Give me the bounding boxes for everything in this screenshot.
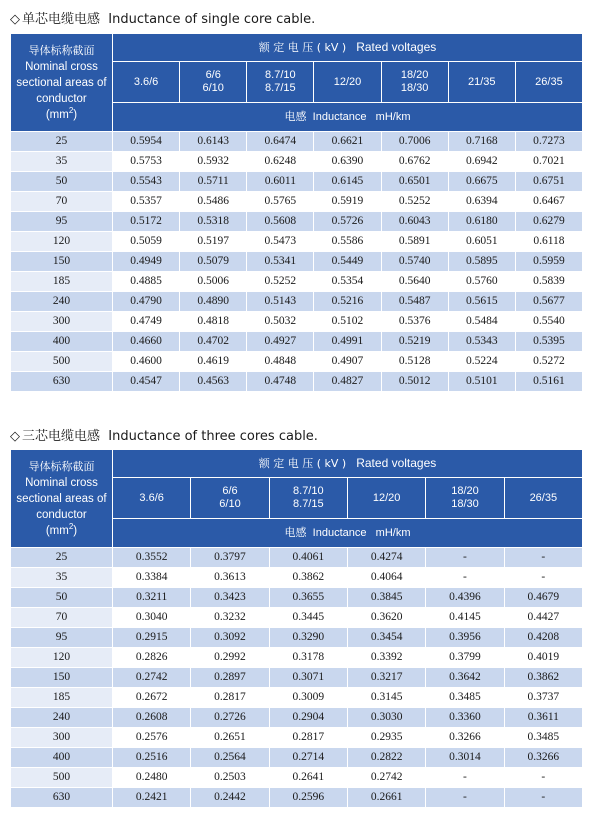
conductor-size-cell: 95 — [11, 628, 113, 648]
inductance-cell: 0.5615 — [448, 292, 515, 312]
inductance-cell: 0.6390 — [314, 152, 381, 172]
inductance-cell: - — [504, 788, 582, 808]
inductance-cell: 0.4145 — [426, 608, 504, 628]
inductance-cell: 0.5891 — [381, 232, 448, 252]
conductor-size-cell: 150 — [11, 252, 113, 272]
inductance-cell: 0.2726 — [191, 708, 269, 728]
inductance-cell: 0.5959 — [515, 252, 582, 272]
inductance-cell: 0.3797 — [191, 548, 269, 568]
table-row — [11, 608, 583, 628]
voltage-label: 26/35 — [529, 491, 558, 504]
inductance-cell: 0.2714 — [269, 748, 347, 768]
row-header-cn: 导体标称截面 — [28, 459, 95, 473]
inductance-cell: 0.6467 — [515, 192, 582, 212]
table-header — [11, 34, 583, 132]
inductance-cell: 0.4885 — [113, 272, 180, 292]
inductance-cell: 0.2915 — [113, 628, 191, 648]
voltage-cell — [191, 478, 269, 519]
table-row — [11, 788, 583, 808]
inductance-cell: 0.5753 — [113, 152, 180, 172]
table-row — [11, 568, 583, 588]
inductance-cell: 0.7006 — [381, 132, 448, 152]
unit-superscript: 2 — [68, 521, 74, 531]
inductance-cell: 0.3392 — [347, 648, 425, 668]
conductor-size-cell: 185 — [11, 688, 113, 708]
inductance-cell: 0.6043 — [381, 212, 448, 232]
conductor-size-cell: 500 — [11, 768, 113, 788]
inductance-cell: 0.7021 — [515, 152, 582, 172]
inductance-cell: 0.5216 — [314, 292, 381, 312]
table-row — [11, 372, 583, 392]
inductance-en: Inductance — [312, 111, 367, 123]
inductance-cell: 0.4679 — [504, 588, 582, 608]
inductance-en: Inductance — [312, 527, 367, 539]
inductance-cell: 0.2897 — [191, 668, 269, 688]
inductance-cell: 0.3552 — [113, 548, 191, 568]
inductance-cell: 0.6248 — [247, 152, 314, 172]
inductance-cell: 0.4600 — [113, 352, 180, 372]
row-header-en-line: sectional areas of — [16, 76, 107, 89]
inductance-cell: 0.4949 — [113, 252, 180, 272]
row-header-unit: (mm — [45, 108, 69, 121]
inductance-cell: 0.5473 — [247, 232, 314, 252]
inductance-cell: 0.4064 — [347, 568, 425, 588]
conductor-size-cell: 35 — [11, 568, 113, 588]
inductance-cell: 0.2641 — [269, 768, 347, 788]
inductance-cell: 0.5586 — [314, 232, 381, 252]
voltage-label: 6/6 — [205, 69, 221, 81]
voltage-cell — [314, 62, 381, 103]
voltage-label: 26/35 — [535, 75, 563, 88]
row-header-unit-close: ) — [73, 524, 78, 537]
inductance-cell: 0.3217 — [347, 668, 425, 688]
inductance-cell: 0.5252 — [381, 192, 448, 212]
voltage-cell — [247, 62, 314, 103]
inductance-cell: 0.5540 — [515, 312, 582, 332]
inductance-cell: 0.5354 — [314, 272, 381, 292]
inductance-cell: 0.2576 — [113, 728, 191, 748]
conductor-size-cell: 70 — [11, 192, 113, 212]
header-row — [11, 34, 583, 62]
inductance-cell: - — [504, 548, 582, 568]
inductance-cell: 0.3211 — [113, 588, 191, 608]
rated-voltage-header — [113, 34, 583, 62]
inductance-cell: 0.6279 — [515, 212, 582, 232]
inductance-cell: 0.5449 — [314, 252, 381, 272]
voltage-label: 6/10 — [202, 82, 224, 94]
inductance-cell: 0.5954 — [113, 132, 180, 152]
conductor-size-cell: 25 — [11, 548, 113, 568]
inductance-cell: 0.2742 — [347, 768, 425, 788]
inductance-cell: - — [426, 548, 504, 568]
voltage-label: 8.7/10 — [265, 69, 296, 81]
conductor-size-cell: 185 — [11, 272, 113, 292]
inductance-cell: 0.2651 — [191, 728, 269, 748]
voltage-label: 8.7/10 — [293, 485, 324, 497]
table-row — [11, 628, 583, 648]
rated-voltage-cn: 额 定 电 压 ( kV ) — [258, 41, 347, 54]
row-header — [11, 450, 113, 548]
inductance-cell: 0.5395 — [515, 332, 582, 352]
inductance-cell: 0.2564 — [191, 748, 269, 768]
inductance-cn: 电感 — [284, 110, 307, 123]
inductance-cell: 0.5161 — [515, 372, 582, 392]
inductance-cell: 0.3145 — [347, 688, 425, 708]
inductance-cell: 0.2826 — [113, 648, 191, 668]
inductance-cell: 0.3613 — [191, 568, 269, 588]
inductance-cell: 0.7168 — [448, 132, 515, 152]
inductance-cell: 0.3799 — [426, 648, 504, 668]
inductance-cell: 0.5197 — [180, 232, 247, 252]
inductance-cell: 0.4818 — [180, 312, 247, 332]
row-header-en-line: Nominal cross — [25, 60, 98, 73]
inductance-cell: 0.3092 — [191, 628, 269, 648]
inductance-cell: 0.4019 — [504, 648, 582, 668]
inductance-cell: 0.3071 — [269, 668, 347, 688]
three-core-table — [10, 449, 583, 808]
rated-voltage-en: Rated voltages — [356, 456, 437, 470]
title-en: Inductance of single core cable. — [108, 12, 316, 27]
inductance-cell: 0.5219 — [381, 332, 448, 352]
inductance-cell: 0.3009 — [269, 688, 347, 708]
inductance-header — [113, 103, 583, 132]
inductance-cell: 0.3423 — [191, 588, 269, 608]
inductance-header — [113, 519, 583, 548]
inductance-cell: 0.4890 — [180, 292, 247, 312]
inductance-cell: 0.6762 — [381, 152, 448, 172]
inductance-cell: 0.3384 — [113, 568, 191, 588]
inductance-cell: 0.5486 — [180, 192, 247, 212]
inductance-cell: 0.4547 — [113, 372, 180, 392]
section-title-three — [10, 425, 318, 444]
conductor-size-cell: 120 — [11, 232, 113, 252]
conductor-size-cell: 35 — [11, 152, 113, 172]
inductance-cell: 0.4907 — [314, 352, 381, 372]
inductance-cell: 0.6118 — [515, 232, 582, 252]
inductance-cell: 0.5760 — [448, 272, 515, 292]
inductance-cell: 0.4827 — [314, 372, 381, 392]
inductance-cell: 0.4927 — [247, 332, 314, 352]
inductance-cell: 0.2596 — [269, 788, 347, 808]
inductance-cell: 0.2935 — [347, 728, 425, 748]
row-header-unit: (mm — [45, 524, 69, 537]
inductance-cell: 0.3737 — [504, 688, 582, 708]
voltage-cell — [113, 62, 180, 103]
conductor-size-cell: 50 — [11, 588, 113, 608]
inductance-cell: 0.3360 — [426, 708, 504, 728]
inductance-cell: 0.6501 — [381, 172, 448, 192]
voltage-cell — [381, 62, 448, 103]
inductance-cell: 0.5224 — [448, 352, 515, 372]
inductance-cell: 0.4848 — [247, 352, 314, 372]
inductance-cell: 0.2661 — [347, 788, 425, 808]
table-row — [11, 768, 583, 788]
inductance-cell: 0.6394 — [448, 192, 515, 212]
inductance-cell: 0.5102 — [314, 312, 381, 332]
conductor-size-cell: 70 — [11, 608, 113, 628]
inductance-cell: 0.6621 — [314, 132, 381, 152]
inductance-cell: 0.5376 — [381, 312, 448, 332]
inductance-cell: 0.5128 — [381, 352, 448, 372]
inductance-cell: 0.3266 — [504, 748, 582, 768]
voltage-label: 18/20 — [451, 485, 479, 497]
conductor-size-cell: 240 — [11, 708, 113, 728]
table-row — [11, 668, 583, 688]
table-body — [11, 132, 583, 392]
voltage-label: 12/20 — [372, 491, 401, 504]
table-row — [11, 332, 583, 352]
inductance-cell: 0.2480 — [113, 768, 191, 788]
inductance-cell: 0.5143 — [247, 292, 314, 312]
voltage-cell — [113, 478, 191, 519]
table-row — [11, 648, 583, 668]
conductor-size-cell: 630 — [11, 372, 113, 392]
inductance-cell: 0.5343 — [448, 332, 515, 352]
voltage-cell — [426, 478, 504, 519]
row-header-en-line: conductor — [36, 92, 87, 105]
inductance-cell: 0.2817 — [191, 688, 269, 708]
inductance-cell: 0.5252 — [247, 272, 314, 292]
voltage-label: 18/30 — [451, 498, 479, 510]
inductance-cell: 0.2822 — [347, 748, 425, 768]
inductance-cell: 0.5318 — [180, 212, 247, 232]
inductance-cell: 0.5172 — [113, 212, 180, 232]
table-row — [11, 728, 583, 748]
inductance-cell: 0.3862 — [504, 668, 582, 688]
inductance-cell: 0.3040 — [113, 608, 191, 628]
inductance-cell: 0.5608 — [247, 212, 314, 232]
table-row — [11, 748, 583, 768]
table-row — [11, 292, 583, 312]
table-row — [11, 548, 583, 568]
inductance-cell: 0.5543 — [113, 172, 180, 192]
voltage-label: 18/20 — [400, 69, 429, 81]
inductance-cell: - — [504, 768, 582, 788]
row-header-en-line: sectional areas of — [16, 492, 107, 505]
title-cn: 三芯电缆电感 — [22, 429, 101, 444]
row-header — [11, 34, 113, 132]
inductance-cell: 0.3266 — [426, 728, 504, 748]
inductance-cell: 0.5711 — [180, 172, 247, 192]
inductance-cell: 0.6145 — [314, 172, 381, 192]
table-row — [11, 688, 583, 708]
inductance-cell: 0.5839 — [515, 272, 582, 292]
conductor-size-cell: 95 — [11, 212, 113, 232]
conductor-size-cell: 240 — [11, 292, 113, 312]
voltage-label: 3.6/6 — [133, 75, 159, 88]
voltage-label: 12/20 — [333, 75, 362, 88]
inductance-cell: - — [426, 568, 504, 588]
inductance-cell: 0.3232 — [191, 608, 269, 628]
single-core-table — [10, 33, 583, 392]
table-row — [11, 708, 583, 728]
inductance-cell: 0.2516 — [113, 748, 191, 768]
rated-voltage-header — [113, 450, 583, 478]
table-row — [11, 152, 583, 172]
table-row — [11, 588, 583, 608]
inductance-cell: 0.6942 — [448, 152, 515, 172]
row-header-cn: 导体标称截面 — [28, 43, 95, 57]
conductor-size-cell: 500 — [11, 352, 113, 372]
inductance-cell: 0.5079 — [180, 252, 247, 272]
inductance-cell: 0.5059 — [113, 232, 180, 252]
voltage-cell — [515, 62, 582, 103]
header-row — [11, 450, 583, 478]
voltage-label: 8.7/15 — [265, 82, 296, 94]
inductance-cell: 0.3620 — [347, 608, 425, 628]
title-cn: 单芯电缆电感 — [22, 12, 101, 27]
voltage-cell — [347, 478, 425, 519]
inductance-cell: 0.5919 — [314, 192, 381, 212]
inductance-cell: 0.3454 — [347, 628, 425, 648]
inductance-cn: 电感 — [284, 526, 307, 539]
inductance-cell: 0.2421 — [113, 788, 191, 808]
voltage-label: 21/35 — [468, 75, 496, 88]
inductance-cell: 0.6474 — [247, 132, 314, 152]
section-title-single — [10, 8, 315, 27]
table-row — [11, 252, 583, 272]
inductance-cell: 0.4991 — [314, 332, 381, 352]
inductance-cell: 0.4748 — [247, 372, 314, 392]
voltage-label: 18/30 — [400, 82, 429, 94]
conductor-size-cell: 150 — [11, 668, 113, 688]
inductance-cell: 0.2503 — [191, 768, 269, 788]
inductance-cell: 0.5357 — [113, 192, 180, 212]
inductance-cell: 0.2442 — [191, 788, 269, 808]
inductance-cell: 0.4563 — [180, 372, 247, 392]
inductance-cell: 0.2608 — [113, 708, 191, 728]
inductance-cell: 0.6675 — [448, 172, 515, 192]
inductance-unit: mH/km — [375, 527, 411, 539]
voltage-label: 8.7/15 — [293, 498, 324, 510]
inductance-cell: 0.5487 — [381, 292, 448, 312]
inductance-cell: 0.6751 — [515, 172, 582, 192]
voltage-label: 3.6/6 — [139, 491, 164, 504]
inductance-cell: 0.5341 — [247, 252, 314, 272]
inductance-cell: 0.3290 — [269, 628, 347, 648]
diamond-icon: ◇ — [10, 12, 20, 27]
inductance-cell: 0.5484 — [448, 312, 515, 332]
inductance-cell: - — [504, 568, 582, 588]
inductance-cell: 0.5006 — [180, 272, 247, 292]
inductance-cell: 0.6143 — [180, 132, 247, 152]
inductance-cell: 0.5895 — [448, 252, 515, 272]
inductance-cell: 0.3178 — [269, 648, 347, 668]
inductance-cell: 0.3655 — [269, 588, 347, 608]
conductor-size-cell: 300 — [11, 728, 113, 748]
rated-voltage-cn: 额 定 电 压 ( kV ) — [258, 457, 347, 470]
inductance-cell: 0.3611 — [504, 708, 582, 728]
inductance-cell: 0.4790 — [113, 292, 180, 312]
table-row — [11, 132, 583, 152]
inductance-cell: 0.3030 — [347, 708, 425, 728]
inductance-cell: 0.2817 — [269, 728, 347, 748]
inductance-cell: 0.5640 — [381, 272, 448, 292]
inductance-cell: 0.4427 — [504, 608, 582, 628]
inductance-unit: mH/km — [375, 111, 411, 123]
inductance-cell: 0.3485 — [426, 688, 504, 708]
inductance-cell: 0.4396 — [426, 588, 504, 608]
table-row — [11, 172, 583, 192]
voltage-label: 6/10 — [219, 498, 241, 510]
inductance-cell: 0.4619 — [180, 352, 247, 372]
conductor-size-cell: 120 — [11, 648, 113, 668]
inductance-cell: 0.5032 — [247, 312, 314, 332]
conductor-size-cell: 400 — [11, 332, 113, 352]
voltage-label: 6/6 — [222, 485, 238, 497]
inductance-cell: 0.4702 — [180, 332, 247, 352]
inductance-cell: 0.6011 — [247, 172, 314, 192]
voltage-cell — [269, 478, 347, 519]
inductance-cell: 0.3956 — [426, 628, 504, 648]
voltage-cell — [504, 478, 582, 519]
inductance-cell: 0.2742 — [113, 668, 191, 688]
row-header-en-line: Nominal cross — [25, 476, 98, 489]
voltage-cell — [180, 62, 247, 103]
inductance-cell: 0.3642 — [426, 668, 504, 688]
inductance-cell: 0.6051 — [448, 232, 515, 252]
conductor-size-cell: 400 — [11, 748, 113, 768]
inductance-cell: 0.5932 — [180, 152, 247, 172]
voltage-cell — [448, 62, 515, 103]
inductance-cell: 0.5012 — [381, 372, 448, 392]
inductance-cell: 0.6180 — [448, 212, 515, 232]
unit-superscript: 2 — [68, 105, 74, 115]
inductance-cell: 0.4749 — [113, 312, 180, 332]
inductance-cell: 0.5726 — [314, 212, 381, 232]
title-en: Inductance of three cores cable. — [108, 429, 318, 444]
inductance-cell: - — [426, 768, 504, 788]
table-row — [11, 232, 583, 252]
conductor-size-cell: 300 — [11, 312, 113, 332]
inductance-cell: 0.5765 — [247, 192, 314, 212]
inductance-cell: 0.3862 — [269, 568, 347, 588]
conductor-size-cell: 50 — [11, 172, 113, 192]
diamond-icon: ◇ — [10, 429, 20, 444]
inductance-cell: 0.3445 — [269, 608, 347, 628]
inductance-cell: 0.3014 — [426, 748, 504, 768]
table-row — [11, 192, 583, 212]
conductor-size-cell: 630 — [11, 788, 113, 808]
rated-voltage-en: Rated voltages — [356, 40, 437, 54]
inductance-cell: 0.5101 — [448, 372, 515, 392]
table-body — [11, 548, 583, 808]
inductance-cell: 0.2672 — [113, 688, 191, 708]
inductance-cell: 0.4274 — [347, 548, 425, 568]
table-row — [11, 312, 583, 332]
inductance-cell: 0.4061 — [269, 548, 347, 568]
inductance-cell: 0.7273 — [515, 132, 582, 152]
table-header — [11, 450, 583, 548]
inductance-cell: 0.4208 — [504, 628, 582, 648]
inductance-cell: - — [426, 788, 504, 808]
inductance-cell: 0.5272 — [515, 352, 582, 372]
inductance-cell: 0.3845 — [347, 588, 425, 608]
row-header-en-line: conductor — [36, 508, 87, 521]
inductance-cell: 0.2992 — [191, 648, 269, 668]
row-header-unit-close: ) — [73, 108, 78, 121]
inductance-cell: 0.4660 — [113, 332, 180, 352]
table-row — [11, 352, 583, 372]
conductor-size-cell: 25 — [11, 132, 113, 152]
inductance-cell: 0.5740 — [381, 252, 448, 272]
table-row — [11, 212, 583, 232]
table-row — [11, 272, 583, 292]
inductance-cell: 0.5677 — [515, 292, 582, 312]
inductance-cell: 0.2904 — [269, 708, 347, 728]
inductance-cell: 0.3485 — [504, 728, 582, 748]
